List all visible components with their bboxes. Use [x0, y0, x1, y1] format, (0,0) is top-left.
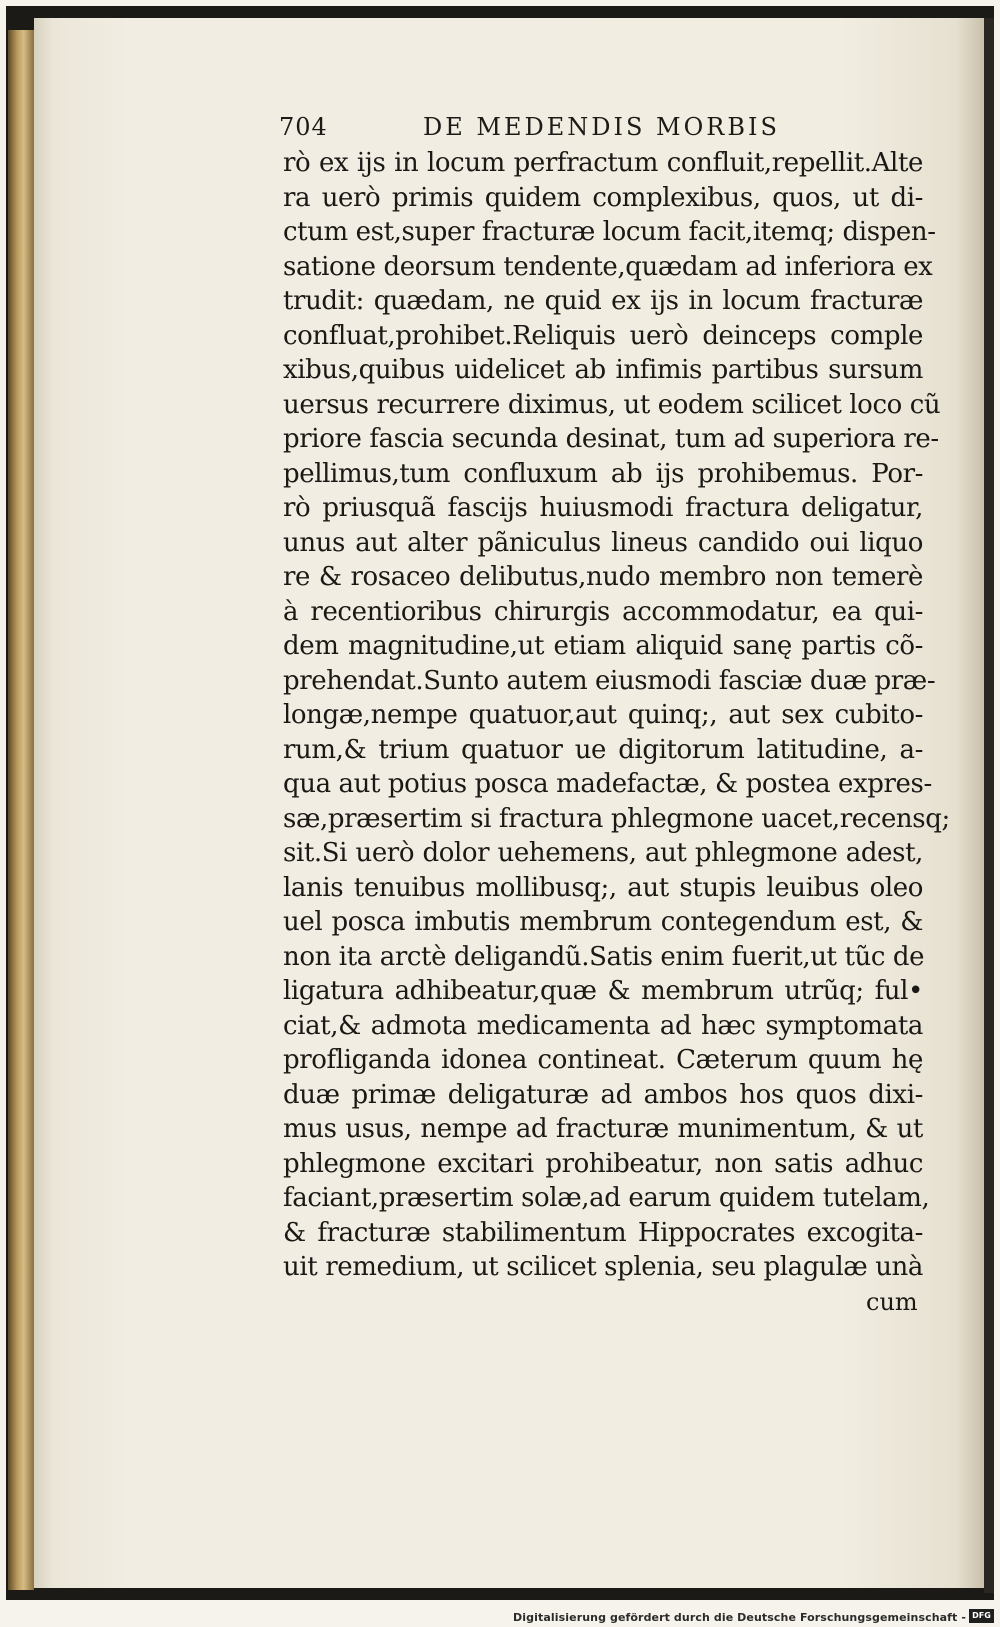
page-number: 704 — [279, 113, 328, 141]
text-line: & fracturæ stabilimentum Hippocrates excogita- — [283, 1217, 923, 1248]
text-line: ctum est,super fracturæ locum facit,itemq; dispen- — [283, 217, 936, 247]
text-line: duæ primæ deligaturæ ad ambos hos quos dixi- — [283, 1079, 923, 1110]
book-left-edge — [8, 30, 34, 1590]
catchword: cum — [866, 1288, 918, 1316]
text-line: rò ex ijs in locum perfractum confluit,repellit.Alte — [283, 148, 923, 178]
body-text — [283, 146, 950, 1285]
text-line: mus usus, nempe ad fracturæ munimentum, & ut — [283, 1114, 923, 1144]
text-line: priore fascia secunda desinat, tum ad superiora re- — [283, 424, 939, 454]
text-line: rum,& trium quatuor ue digitorum latitudine, a- — [283, 734, 923, 765]
text-line: ra uerò primis quidem complexibus, quos, ut di- — [283, 182, 923, 213]
text-line: uel posca imbutis membrum contegendum est, & — [283, 907, 923, 937]
text-line: dem magnitudine,ut etiam aliquid sanę partis cõ- — [283, 631, 923, 661]
text-line: trudit: quædam, ne quid ex ijs in locum fracturæ — [283, 286, 923, 316]
running-title: DE MEDENDIS MORBIS — [423, 113, 780, 141]
text-line: non ita arctè deligandũ.Satis enim fuerit,ut tũc de — [283, 941, 925, 972]
text-line: profliganda idonea contineat. Cæterum quum hę — [283, 1045, 923, 1075]
text-line: uersus recurrere diximus, ut eodem scilicet loco cũ — [283, 389, 941, 420]
text-line: faciant,præsertim solæ,ad earum quidem tutelam, — [283, 1183, 930, 1213]
text-line: xibus,quibus uidelicet ab infimis partibus sursum — [283, 355, 923, 385]
dfg-logo: DFG — [969, 1609, 994, 1623]
text-line: re & rosaceo delibutus,nudo membro non temerè — [283, 562, 923, 592]
dfg-credit: Digitalisierung gefördert durch die Deutsche Forschungsgemeinschaft - — [513, 1611, 966, 1624]
text-line: longæ,nempe quatuor,aut quinq;, aut sex cubito- — [283, 700, 923, 730]
text-line: prehendat.Sunto autem eiusmodi fasciæ duæ præ- — [283, 665, 936, 696]
text-line: ligatura adhibeatur,quæ & membrum utrũq; ful• — [283, 976, 923, 1006]
text-line: confluat,prohibet.Reliquis uerò deinceps comple — [283, 320, 923, 351]
text-line: rò priusquã fascijs huiusmodi fractura deligatur, — [283, 493, 923, 523]
text-line: ciat,& admota medicamenta ad hæc symptomata — [283, 1010, 923, 1041]
text-line: lanis tenuibus mollibusq;, aut stupis leuibus oleo — [283, 872, 923, 903]
text-line: sæ,præsertim si fractura phlegmone uacet,recensq; — [283, 803, 950, 834]
text-line: satione deorsum tendente,quædam ad inferiora ex — [283, 251, 933, 282]
text-line: sit.Si uerò dolor uehemens, aut phlegmone adest, — [283, 838, 923, 868]
text-line: unus aut alter pãniculus lineus candido oui liquo — [283, 527, 923, 558]
text-line: qua aut potius posca madefactæ, & postea expres- — [283, 769, 932, 799]
text-line: pellimus,tum confluxum ab ijs prohibemus. Por- — [283, 458, 923, 489]
text-line: uit remedium, ut scilicet splenia, seu plagulæ unà — [283, 1252, 923, 1282]
text-line: phlegmone excitari prohibeatur, non satis adhuc — [283, 1148, 923, 1179]
book-right-edge — [984, 18, 994, 1593]
text-line: à recentioribus chirurgis accommodatur, ea qui- — [283, 596, 923, 627]
